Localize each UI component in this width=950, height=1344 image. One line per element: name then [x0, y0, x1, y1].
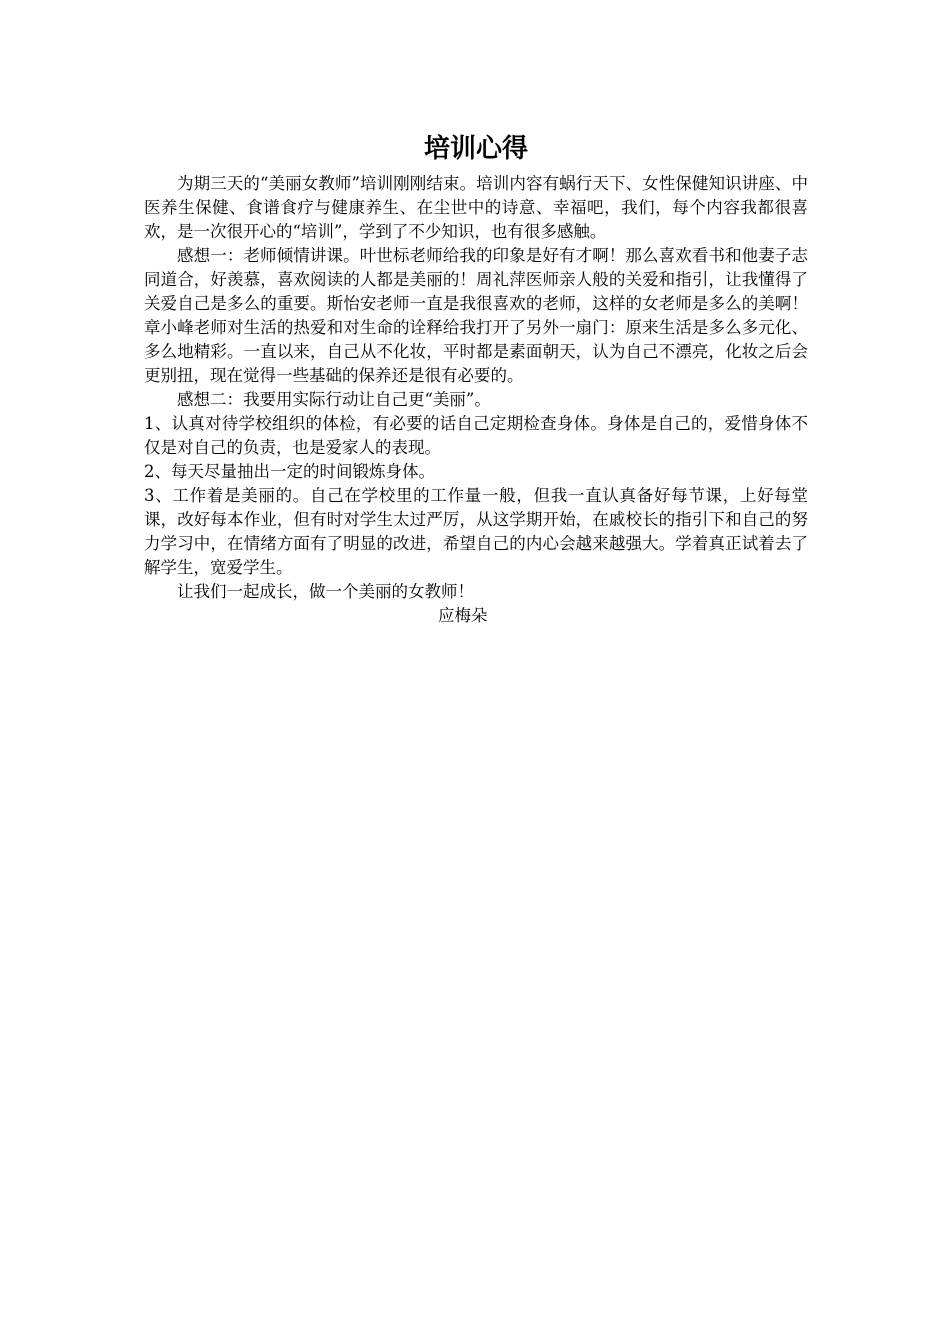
- paragraph-closing: 让我们一起成长，做一个美丽的女教师！: [177, 582, 474, 601]
- list-item-2: 2、每天尽量抽出一定的时间锻炼身体。: [144, 462, 435, 481]
- document-title: 培训心得: [423, 134, 528, 164]
- list-item-1: 1、认真对待学校组织的体检，有必要的话自己定期检查身体。身体是自己的，爱惜身体不仅是对自己的负责，也是爱家人的表现。: [144, 414, 808, 457]
- document-body: [144, 130, 808, 628]
- signature: 应梅朵: [438, 606, 488, 625]
- paragraph-impression-two: 感想二：我要用实际行动让自己更“美丽”。: [177, 390, 491, 409]
- list-item-3: 3、工作着是美丽的。自己在学校里的工作量一般，但我一直认真备好每节课，上好每堂课，改好每本作业，但有时对学生太过严厉，从这学期开始，在戚校长的指引下和自己的努力学习中，在情绪方面有了明显的改进，希望自己的内心会越来越强大。学着真正试着去了解学生，宽爱学生。: [144, 486, 808, 577]
- paragraph-intro: 为期三天的“美丽女教师”培训刚刚结束。培训内容有蜗行天下、女性保健知识讲座、中医养生保健、食谱食疗与健康养生、在尘世中的诗意、幸福吧，我们，每个内容我都很喜欢，是一次很开心的“培训”，学到了不少知识，也有很多感触。: [144, 174, 808, 241]
- paragraph-impression-one: 感想一：老师倾情讲课。叶世标老师给我的印象是好有才啊！那么喜欢看书和他妻子志同道合，好羡慕，喜欢阅读的人都是美丽的！周礼萍医师亲人般的关爱和指引，让我懂得了关爱自己是多么的重要。斯怡安老师一直是我很喜欢的老师，这样的女老师是多么的美啊！章小峰老师对生活的热爱和对生命的诠释给我打开了另外一扇门：原来生活是多么多元化、多么地精彩。一直以来，自己从不化妆，平时都是素面朝天，认为自己不漂亮，化妆之后会更别扭，现在觉得一些基础的保养还是很有必要的。: [144, 246, 808, 385]
